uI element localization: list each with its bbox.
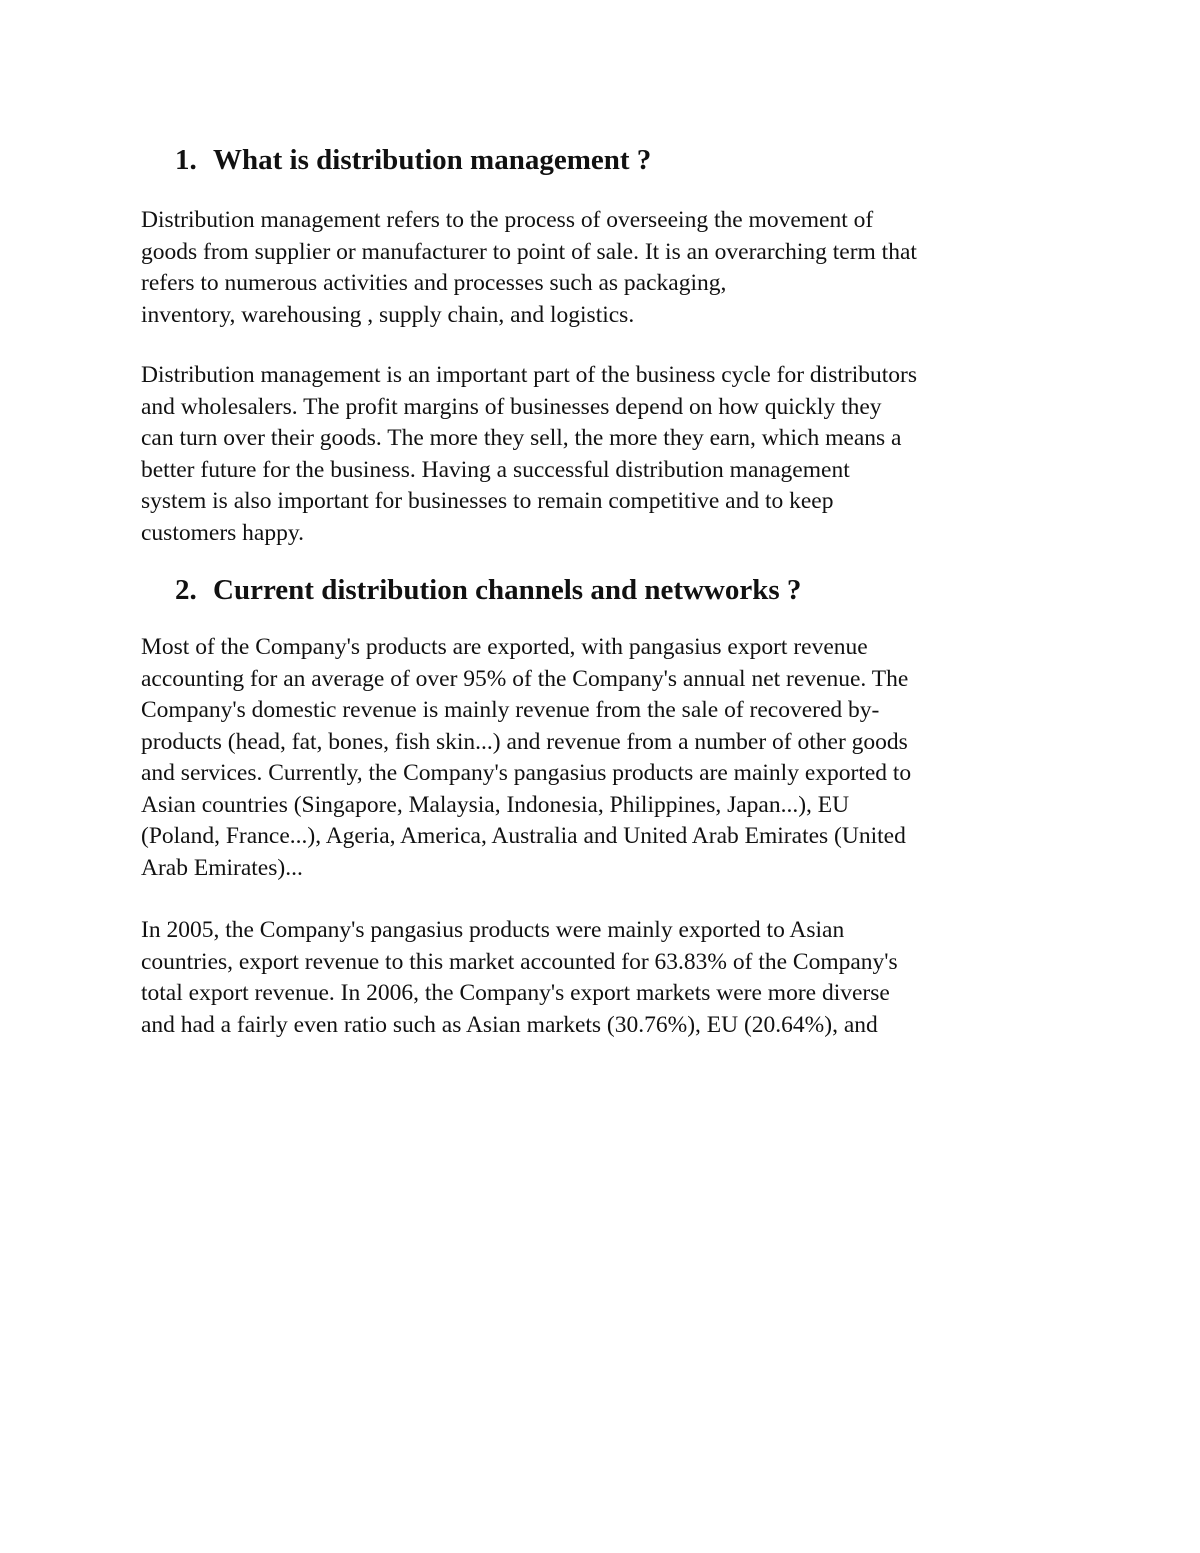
section-title: What is distribution management ? <box>213 144 652 176</box>
paragraph <box>141 632 1071 884</box>
text-line: better future for the business. Having a successful distribution management <box>141 456 850 483</box>
section-title: Current distribution channels and netwworks ? <box>213 574 802 606</box>
text-line: Most of the Company's products are exported, with pangasius export revenue <box>141 634 868 660</box>
text-line: goods from supplier or manufacturer to point of sale. It is an overarching term that <box>141 238 917 265</box>
text-line: and wholesalers. The profit margins of businesses depend on how quickly they <box>141 393 882 420</box>
text-line: and services. Currently, the Company's pangasius products are mainly exported to <box>141 760 912 786</box>
text-line: and had a fairly even ratio such as Asian markets (30.76%), EU (20.64%), and <box>141 1011 878 1038</box>
text-line: can turn over their goods. The more they sell, the more they earn, which means a <box>141 425 902 451</box>
text-line: In 2005, the Company's pangasius products were mainly exported to Asian <box>141 917 845 943</box>
text-line: Arab Emirates)... <box>141 854 303 881</box>
section-number: 1. <box>175 144 197 176</box>
paragraph <box>141 915 1071 1041</box>
text-line: inventory, warehousing , supply chain, and logistics. <box>141 301 635 328</box>
section-number: 2. <box>175 574 197 606</box>
text-line: system is also important for businesses to remain competitive and to keep <box>141 488 834 514</box>
paragraph <box>141 205 1071 331</box>
section-heading-2 <box>175 570 1071 610</box>
text-line: refers to numerous activities and processes such as packaging, <box>141 270 727 296</box>
text-line: Asian countries (Singapore, Malaysia, Indonesia, Philippines, Japan...), EU <box>141 791 850 818</box>
text-line: countries, export revenue to this market accounted for 63.83% of the Company's <box>141 948 898 975</box>
text-line: total export revenue. In 2006, the Company's export markets were more diverse <box>141 980 890 1006</box>
text-line: accounting for an average of over 95% of the Company's annual net revenue. The <box>141 665 909 692</box>
text-line: Company's domestic revenue is mainly revenue from the sale of recovered by- <box>141 697 880 723</box>
text-line: products (head, fat, bones, fish skin...) and revenue from a number of other goods <box>141 728 908 755</box>
section-heading-1 <box>175 140 1071 180</box>
text-line: customers happy. <box>141 519 304 546</box>
document-body <box>141 140 1071 1041</box>
paragraph <box>141 360 1071 549</box>
text-line: Distribution management is an important part of the business cycle for distributors <box>141 362 917 388</box>
text-line: Distribution management refers to the process of overseeing the movement of <box>141 207 874 233</box>
text-line: (Poland, France...), Ageria, America, Australia and United Arab Emirates (United <box>141 823 906 849</box>
